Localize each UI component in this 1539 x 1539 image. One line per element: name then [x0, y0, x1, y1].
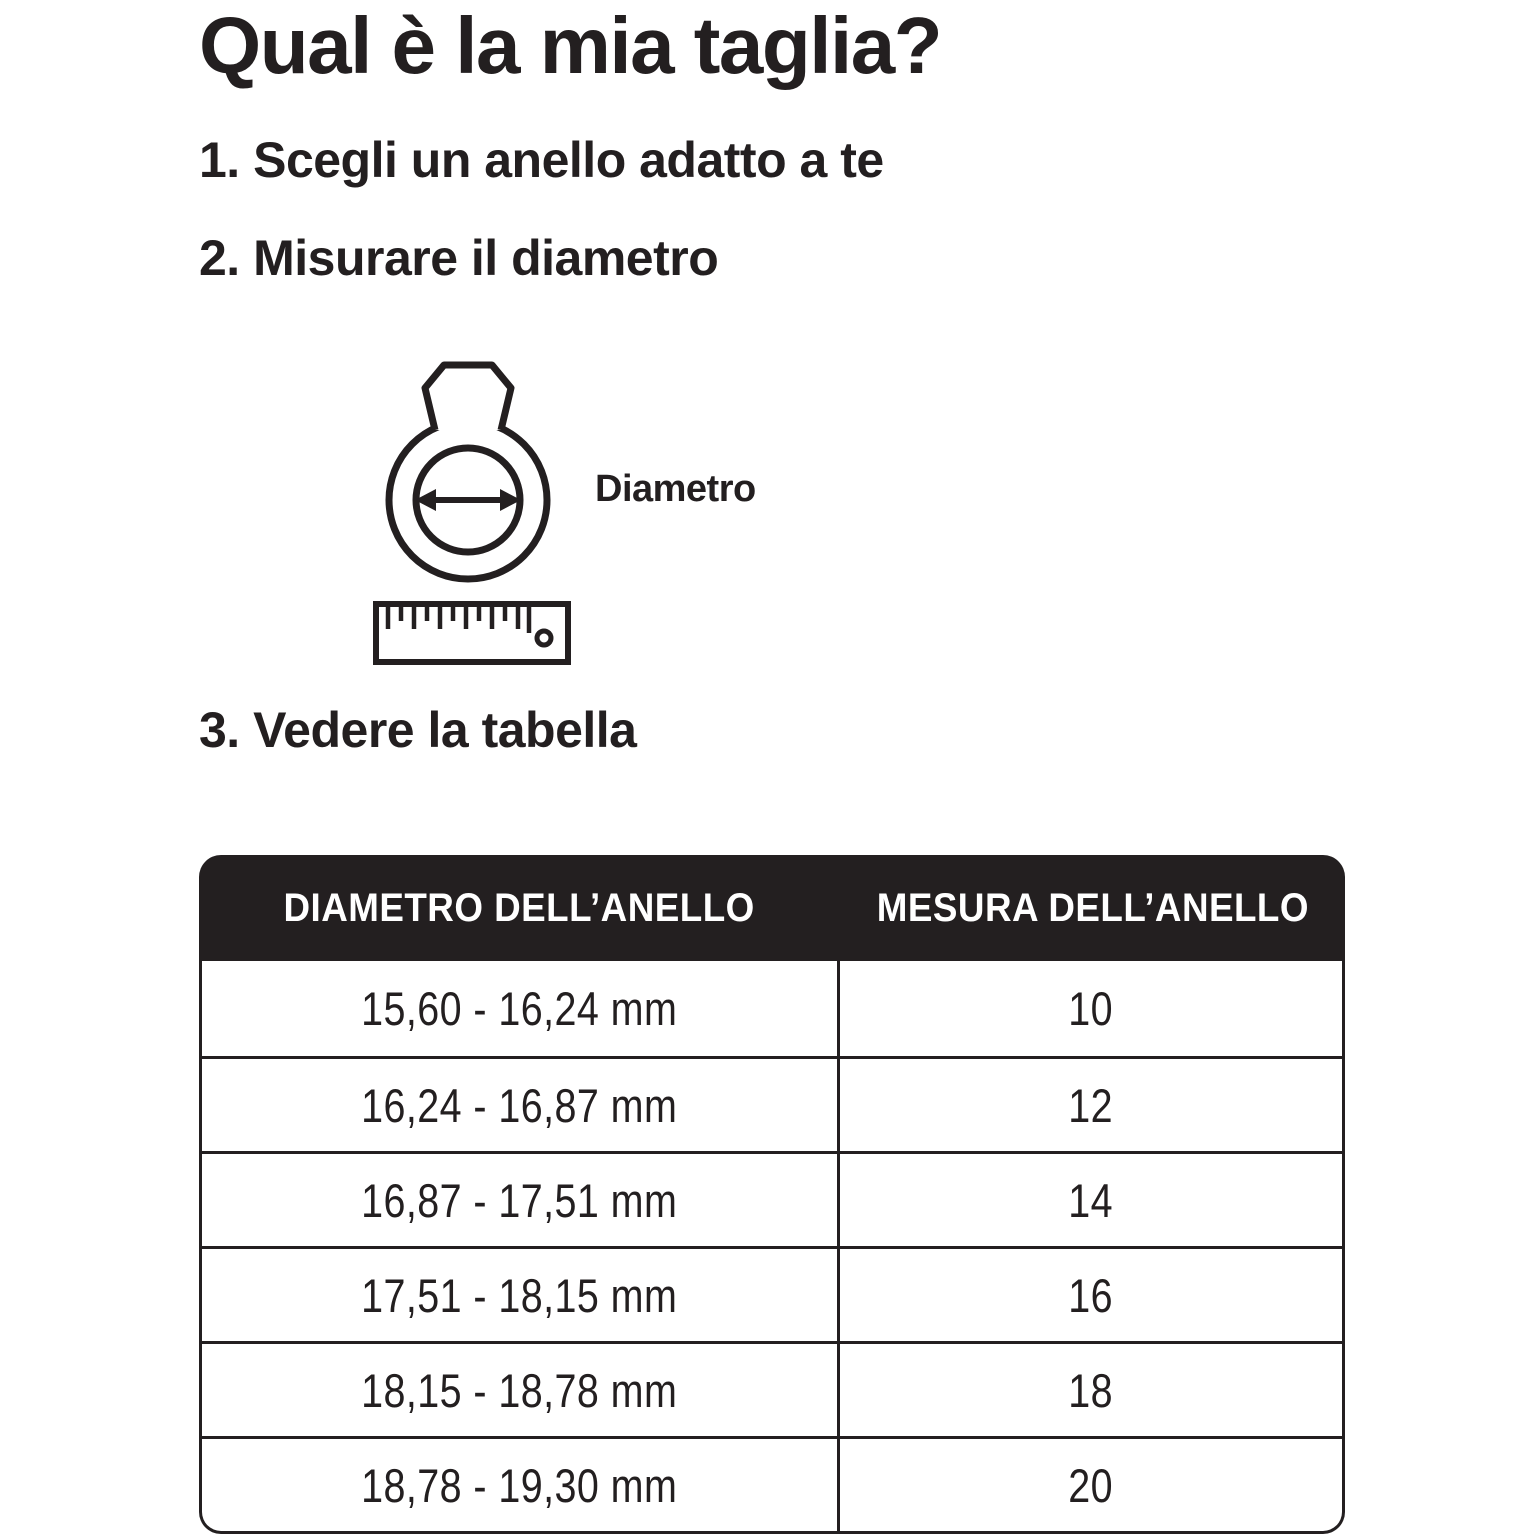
diameter-arrow-icon [415, 489, 521, 511]
page-title: Qual è la mia taglia? [199, 1, 942, 90]
cell-size [840, 1059, 1342, 1151]
cell-size [840, 1439, 1342, 1531]
table-row [202, 1436, 1342, 1531]
cell-diameter [202, 1249, 840, 1341]
cell-diameter [202, 1344, 840, 1436]
cell-diameter [202, 961, 840, 1056]
header-diameter-label: DIAMETRO DELL’ANELLO [283, 885, 756, 930]
step-2-heading: 2. Misurare il diametro [199, 230, 719, 286]
ring-size-table [199, 855, 1345, 1534]
diameter-value: 16,87 - 17,51 mm [361, 1173, 678, 1227]
ruler-hole [537, 631, 551, 645]
table-row [202, 1151, 1342, 1246]
header-size-label: MESURA DELL’ANELLO [876, 885, 1309, 930]
table-header-diameter [199, 886, 840, 931]
size-value: 14 [1068, 1173, 1114, 1227]
diameter-value: 18,78 - 19,30 mm [361, 1458, 678, 1512]
table-row [202, 1341, 1342, 1436]
table-header-size [840, 886, 1345, 931]
size-value: 18 [1068, 1363, 1114, 1417]
table-row [202, 1246, 1342, 1341]
cell-size [840, 1344, 1342, 1436]
step-1-heading: 1. Scegli un anello adatto a te [199, 132, 884, 188]
ruler-ticks [388, 607, 529, 633]
table-row [202, 961, 1342, 1056]
table-header-row [199, 855, 1345, 961]
size-value: 12 [1068, 1078, 1114, 1132]
diameter-value: 18,15 - 18,78 mm [361, 1363, 678, 1417]
cell-size [840, 961, 1342, 1056]
cell-diameter [202, 1154, 840, 1246]
diameter-value: 16,24 - 16,87 mm [361, 1078, 678, 1132]
size-value: 20 [1068, 1458, 1114, 1512]
step-3-heading: 3. Vedere la tabella [199, 702, 637, 758]
size-value: 16 [1068, 1268, 1114, 1322]
size-value: 10 [1068, 982, 1114, 1035]
cell-diameter [202, 1059, 840, 1151]
table-row [202, 1056, 1342, 1151]
diameter-value: 17,51 - 18,15 mm [361, 1268, 678, 1322]
ruler-icon [372, 600, 572, 666]
diameter-value: 15,60 - 16,24 mm [361, 982, 678, 1035]
cell-size [840, 1154, 1342, 1246]
cell-diameter [202, 1439, 840, 1531]
table-body [199, 961, 1345, 1534]
ring-diameter-icon [368, 338, 568, 588]
cell-size [840, 1249, 1342, 1341]
diameter-label: Diametro [595, 468, 756, 510]
